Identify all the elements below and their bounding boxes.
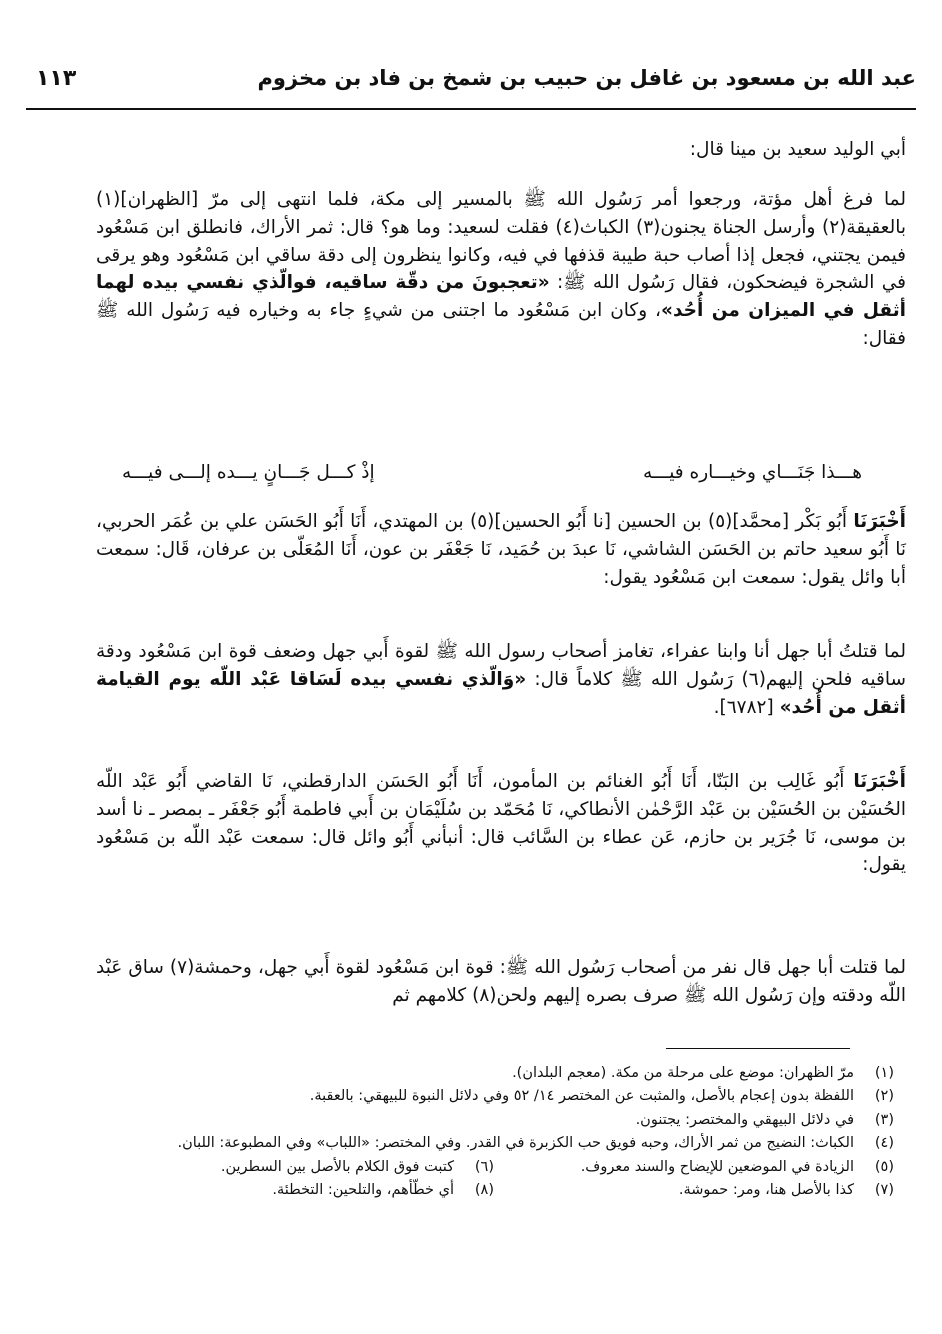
footnote-number: (٦): [474, 1158, 494, 1175]
footnote-7: [494, 1179, 894, 1202]
hadith-reference: [٦٧٨٢].: [713, 696, 774, 718]
footnote-number: (٧): [874, 1182, 894, 1199]
paragraph-3: [96, 508, 906, 591]
footnote-text: في دلائل البيهقي والمختصر: يجتنون.: [635, 1111, 854, 1128]
paragraph-4: [96, 638, 906, 721]
footnote-text: كذا بالأصل هنا، ومر: حموشة.: [678, 1182, 854, 1199]
footnote-number: (٣): [874, 1111, 894, 1128]
paragraph-6-text: لما قتلت أبا جهل قال نفر من أصحاب رَسُول الله ﷺ: قوة ابن مَسْعُود لقوة أَبي جهل، وحمشة(٧) ساق عَبْد اللّه ودقته وإن رَسُول الله ﷺ صرف بصره إليهم ولحن(٨) كلامهم ثم: [96, 957, 906, 1006]
footnote-text: أي خطّأهم، والتلحين: التخطئة.: [272, 1182, 454, 1199]
footnote-8: [94, 1179, 494, 1202]
isnad-lead-2: أَخْبَرَنَا: [853, 771, 906, 792]
poem-second-hemistich: إذْ كـــل جَـــانٍ يـــده إلـــى فيـــه: [122, 462, 375, 483]
footnote-number: (٤): [874, 1135, 894, 1152]
footnote-text: اللفظة بدون إعجام بالأصل، والمثبت عن المختصر ١٤/ ٥٢ وفي دلائل النبوة للبيهقي: بالعقبة.: [309, 1088, 854, 1105]
footnote-text: الزيادة في الموضعين للإيضاح والسند معروف.: [580, 1158, 854, 1175]
footnote-5: [494, 1156, 894, 1179]
page-number: ١١٣: [36, 66, 77, 91]
footnote-6: [94, 1156, 494, 1179]
footnote-text: مرّ الظهران: موضع على مرحلة من مكة. (معجم البلدان).: [512, 1065, 854, 1081]
isnad-lead-1: أَخْبَرَنَا: [853, 511, 906, 532]
hadith-quote-1: «تعجبونَ من دقّة ساقيه، فوالّذي نفسي بيده لهما أثقل في الميزان من أُحُد»: [96, 272, 906, 321]
poem-first-hemistich: هـــذا جَنَـــاي وخيـــاره فيـــه: [643, 462, 862, 483]
paragraph-5: [96, 768, 906, 879]
paragraph-5-text: أَبُو غَالِب بن البَنّا، أَنَا أَبُو الغنائم بن المأمون، أَنَا أَبُو الحَسَن الدارقطني، نَا القاضي أَبُو عَبْد اللّه الحُسَيْن بن الحُسَيْن بن عَبْد الرَّحْمٰن الأنطاكي، نَا مُحَمّد بن سُلَيْمَان بن أَبي فاطمة أَبُو جَعْفَر ـ بمصر ـ نا أسد بن موسى، نَا جُرَير بن حازم، عَن عطاء بن السَّائب قال: أنبأني أَبُو وائل قال: سمعت عَبْد اللّه بن مَسْعُود يقول:: [96, 771, 906, 876]
footnote-text: الكباث: النضيج من ثمر الأراك، وحبه فويق حب الكزبرة في القدر. وفي المختصر: «اللباب» وفي المطبوعة: اللبان.: [177, 1135, 854, 1152]
footnote-3: [94, 1109, 894, 1132]
footnote-row-5-6: [94, 1156, 894, 1179]
footnotes: [94, 1062, 894, 1203]
footnote-number: (٨): [474, 1182, 494, 1199]
paragraph-6: [96, 954, 906, 1010]
page-header: [26, 58, 916, 110]
paragraph-1-text: أبي الوليد سعيد بن مينا قال:: [689, 139, 906, 160]
poem-verse: [122, 462, 862, 492]
footnote-number: (٢): [874, 1088, 894, 1105]
footnote-1: [94, 1062, 894, 1085]
footnote-row-7-8: [94, 1179, 894, 1202]
footnote-4: [94, 1132, 894, 1155]
running-title: عبد الله بن مسعود بن غافل بن حبيب بن شمخ بن فاد بن مخزوم: [257, 66, 916, 90]
paragraph-2-text: لما فرغ أهل مؤتة، ورجعوا أمر رَسُول الله ﷺ بالمسير إلى مكة، فلما انتهى إلى مرّ [الظهران](١) بالعقيقة(٢) وأرسل الجناة يجنون(٣) الكباث(٤) فقلت لسعيد: وما هو؟ قال: ثمر الأراك، فانطلق ابن مَسْعُود فيمن يجتني، فجعل إذا أصاب حبة طيبة قذفها في فيه، وكانوا ينظرون إلى دقة ساقي ابن مَسْعُود وهو يرقى في الشجرة فيضحكون، فقال رَسُول الله ﷺ:: [96, 189, 906, 294]
footnote-number: (١): [874, 1065, 894, 1081]
footnote-text: كتبت فوق الكلام بالأصل بين السطرين.: [220, 1158, 454, 1175]
hadith-quote-2: «وَالّذي نفسي بيده لَسَاقا عَبْد اللّه يوم القيامة أثقل من أُحُد»: [96, 668, 906, 718]
paragraph-3-text: أَبُو بَكْر [محمَّد](٥) بن الحسين [نا أَبُو الحسين](٥) بن المهتدي، أَنَا أَبُو الحَسَن علي بن عُمَر الحربي، نَا أَبُو سعيد حاتم بن الحَسَن الشاشي، نَا عبدَ بن حُمَيد، نَا جَعْفَر بن عون، أَنَا المُعَلّى بن عرفان، قَال: سمعت أبا وائل يقول: سمعت ابن مَسْعُود يقول:: [96, 511, 906, 588]
footnote-2: [94, 1085, 894, 1108]
paragraph-2-tail: ، وكان ابن مَسْعُود ما اجتنى من شيءٍ جاء به وخياره فيه رَسُول الله ﷺ فقال:: [96, 300, 906, 349]
footnote-number: (٥): [874, 1158, 894, 1175]
paragraph-4-text: لما قتلتُ أبا جهل أنا وابنا عفراء، تغامز أصحاب رسول الله ﷺ لقوة أَبي جهل وضعف قوة ابن مَسْعُود ودقة ساقيه فلحن إليهم(٦) رَسُول الله ﷺ كلاماً قال:: [96, 641, 906, 690]
paragraph-2: [96, 186, 906, 353]
footnote-separator: [666, 1048, 850, 1049]
paragraph-1: [96, 136, 906, 164]
